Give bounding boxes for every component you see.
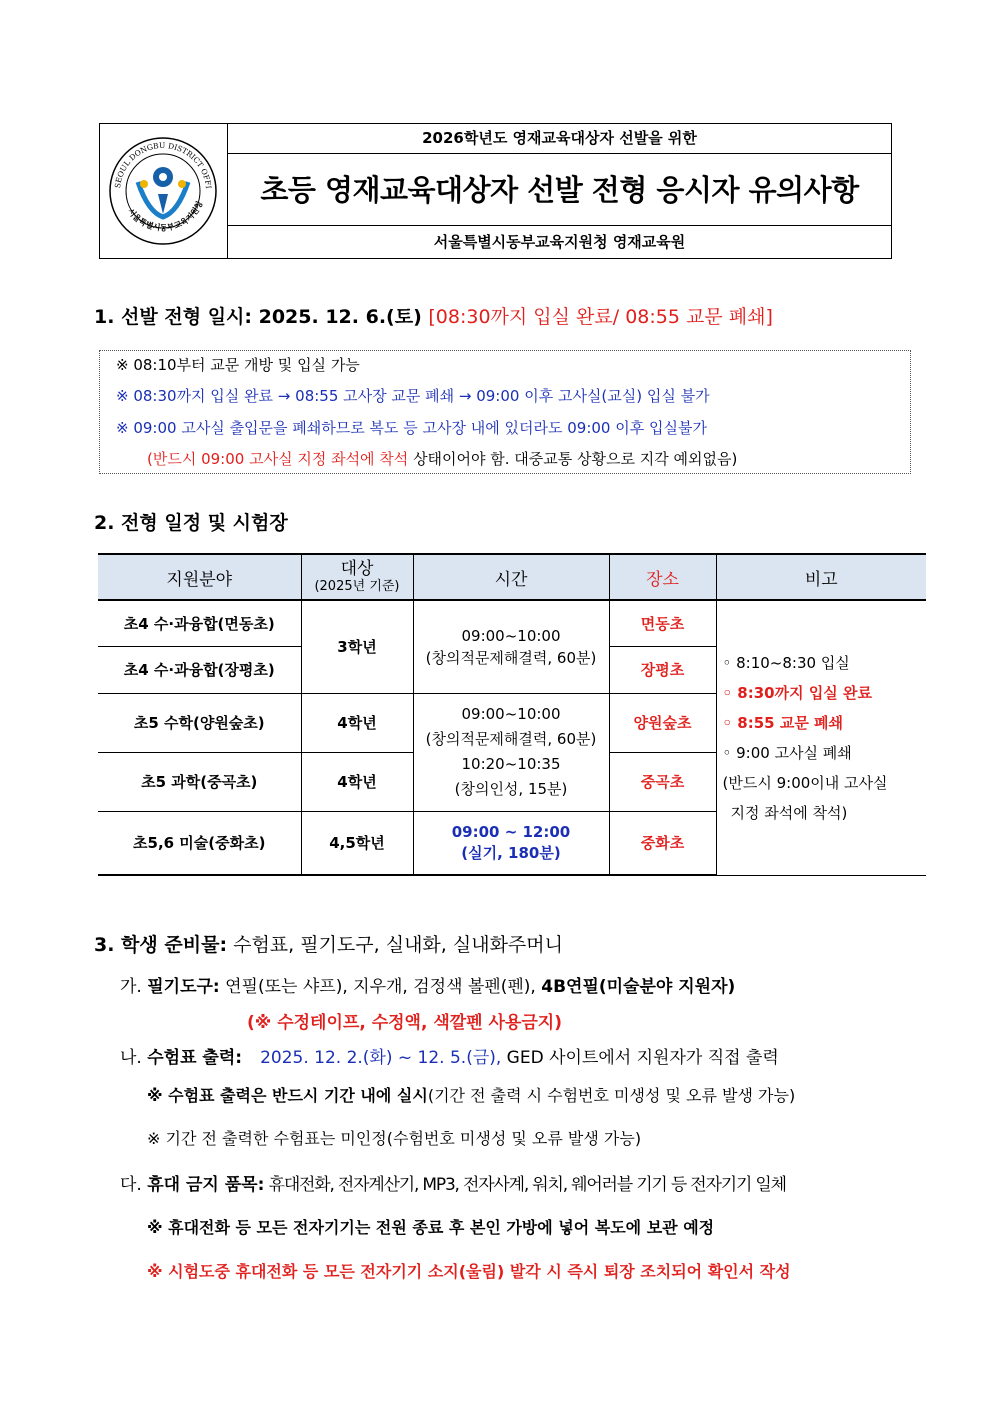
cell-place: 면동초: [609, 600, 716, 646]
cell-time-main: 09:00~10:00: [461, 705, 561, 723]
item-ga: [120, 972, 735, 997]
issuing-organization: 서울특별시동부교육지원청 영재교육원: [433, 233, 686, 251]
notice-line-4-red: (반드시 09:00 고사실 지정 좌석에 착석: [147, 450, 409, 468]
table-header-row: [98, 554, 926, 600]
notice-line-2-text: ※ 08:30까지 입실 완료 → 08:55 고사장 교문 폐쇄 → 09:00 이후 고사실(교실) 입실 불가: [116, 387, 710, 405]
cell-time-sub-2: (창의인성, 15분): [454, 780, 568, 798]
item-na-note-1-bold: ※ 수험표 출력은 반드시 기간 내에 실시: [147, 1086, 428, 1105]
cell-field: 초5 수학(양원숲초): [98, 693, 301, 752]
notice-line-1: ※ 08:10부터 교문 개방 및 입실 가능: [116, 356, 360, 374]
notice-box: [99, 350, 911, 474]
table-row: [98, 600, 926, 646]
item-da-title: 휴대 금지 품목:: [147, 1175, 265, 1195]
notice-line-3: ※ 09:00 고사실 출입문을 폐쇄하므로 복도 등 고사장 내에 있더라도 09:00 이후 입실불가: [116, 419, 707, 437]
cell-time-main: 09:00~10:00: [461, 626, 561, 645]
cell-place: 양원숲초: [609, 693, 716, 752]
notice-line-2: [116, 385, 710, 406]
notice-line-4-text: 상태이어야 함. 대중교통 상황으로 지각 예외없음): [408, 450, 738, 468]
cell-time: [413, 811, 609, 875]
item-ga-label: 가.: [120, 977, 148, 997]
notice-line-4: [147, 448, 737, 469]
col-header-time: 시간: [413, 554, 609, 600]
cell-target: 4학년: [301, 752, 413, 811]
cell-field: 초4 수·과융합(면동초): [98, 600, 301, 646]
remark-line-2: ◦ 8:30까지 입실 완료: [722, 683, 873, 702]
cell-target: 3학년: [301, 600, 413, 693]
schedule-table: [98, 553, 926, 876]
item-ga-title: 필기도구:: [147, 977, 220, 997]
office-logo: [100, 124, 228, 258]
item-na: [120, 1043, 779, 1068]
item-da-note-2: ※ 시험도중 휴대전화 등 모든 전자기기 소지(울림) 발각 시 즉시 퇴장 조치되어 확인서 작성: [147, 1262, 791, 1281]
col-header-field: 지원분야: [98, 554, 301, 600]
item-da: [120, 1170, 786, 1195]
cell-time-sub: (창의적문제해결력, 60분): [425, 648, 597, 667]
cell-target: 4학년: [301, 693, 413, 752]
item-na-title: 수험표 출력:: [147, 1048, 243, 1068]
section3-heading-label: 3. 학생 준비물:: [94, 934, 228, 956]
col-header-target-sub: (2025년 기준): [314, 579, 400, 594]
cell-field: 초5,6 미술(중화초): [98, 811, 301, 875]
col-header-place: 장소: [609, 554, 716, 600]
section2-heading: 2. 전형 일정 및 시험장: [94, 512, 288, 534]
cell-field: 초4 수·과융합(장평초): [98, 646, 301, 693]
remark-line-4: ◦ 9:00 고사실 폐쇄: [722, 743, 852, 762]
cell-field: 초5 과학(중곡초): [98, 752, 301, 811]
item-da-label: 다.: [120, 1175, 148, 1195]
cell-place: 장평초: [609, 646, 716, 693]
remark-line-1: ◦ 8:10~8:30 입실: [722, 653, 850, 672]
section3-heading: [94, 930, 563, 957]
remark-line-6: 지정 좌석에 착석): [730, 803, 848, 822]
item-ga-note: (※ 수정테이프, 수정액, 색깔펜 사용금지): [247, 1013, 562, 1033]
item-na-note-1: [147, 1083, 795, 1106]
item-ga-emphasis: 4B연필(미술분야 지원자): [541, 977, 736, 997]
section3-heading-items: 수험표, 필기도구, 실내화, 실내화주머니: [227, 934, 563, 956]
cell-time-sub: (창의적문제해결력, 60분): [425, 730, 597, 748]
item-da-note-1: ※ 휴대전화 등 모든 전자기기는 전원 종료 후 본인 가방에 넣어 복도에 보관 예정: [147, 1218, 715, 1237]
item-ga-text: 연필(또는 샤프), 지우개, 검정색 볼펜(펜),: [219, 977, 542, 997]
col-header-target: [301, 554, 413, 600]
remark-line-5: (반드시 9:00이내 고사실: [722, 773, 888, 792]
seal-icon: [100, 124, 228, 258]
item-na-label: 나.: [120, 1048, 148, 1068]
cell-time-main: 09:00 ~ 12:00: [451, 822, 571, 841]
cell-target: 4,5학년: [301, 811, 413, 875]
document-title: 초등 영재교육대상자 선발 전형 응시자 유의사항: [228, 154, 891, 226]
item-na-note-2: ※ 기간 전 출력한 수험표는 미인정(수험번호 미생성 및 오류 발생 가능): [147, 1129, 642, 1148]
section1-heading-red: [08:30까지 입실 완료/ 08:55 교문 폐쇄]: [428, 306, 773, 328]
cell-place: 중화초: [609, 811, 716, 875]
cell-time-sub: (실기, 180분): [461, 843, 561, 862]
cell-time: [413, 693, 609, 811]
svg-text:서울특별시동부교육지원청: 서울특별시동부교육지원청: [125, 199, 205, 233]
item-na-date: 2025. 12. 2.(화) ~ 12. 5.(금),: [260, 1048, 502, 1068]
col-header-target-label: 대상: [340, 559, 374, 579]
header-subtitle: 2026학년도 영재교육대상자 선발을 위한: [228, 124, 891, 154]
cell-time: [413, 600, 609, 693]
svg-text:SEOUL DONGBU DISTRICT OFFICE O: SEOUL DONGBU DISTRICT OFFI: [113, 140, 213, 189]
cell-remark: [716, 600, 926, 875]
cell-time-main-2: 10:20~10:35: [461, 755, 561, 773]
remark-line-3: ◦ 8:55 교문 폐쇄: [722, 713, 844, 732]
item-da-text: 휴대전화, 전자계산기, MP3, 전자사계, 워치, 웨어러블 기기 등 전자기기 일체: [264, 1175, 786, 1195]
cell-place: 중곡초: [609, 752, 716, 811]
section1-heading: [94, 302, 773, 329]
section1-heading-text: 1. 선발 전형 일시: 2025. 12. 6.(토): [94, 306, 422, 328]
col-header-remark: 비고: [716, 554, 926, 600]
item-na-note-1-text: (기간 전 출력 시 수험번호 미생성 및 오류 발생 가능): [427, 1086, 796, 1105]
item-na-text: GED 사이트에서 지원자가 직접 출력: [501, 1048, 779, 1068]
document-header: [99, 123, 892, 259]
